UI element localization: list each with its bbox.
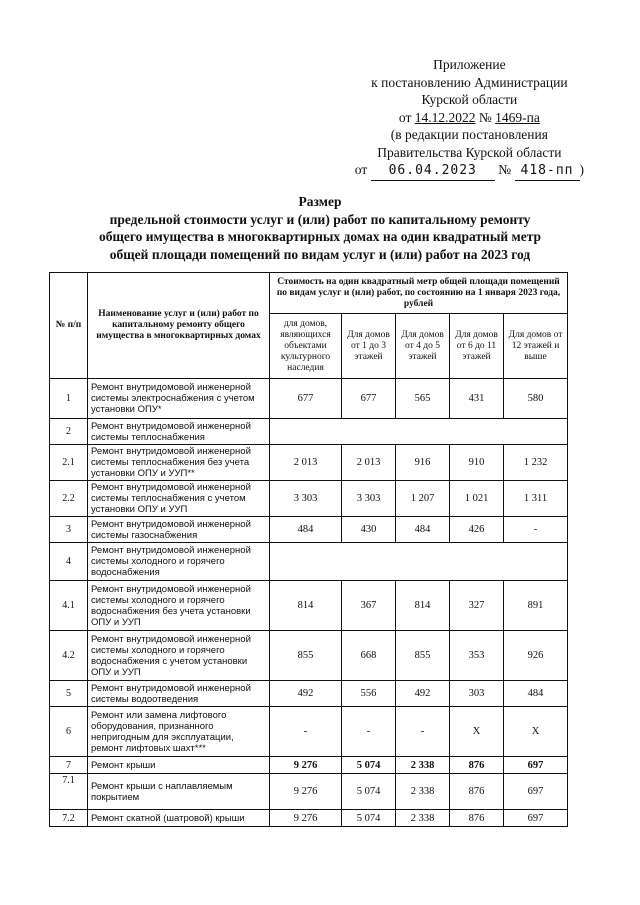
government-name: Правительства Курской области [377,144,562,160]
cost-value: 814 [396,581,450,631]
cost-value: 677 [270,379,342,419]
row-number: 4.1 [50,581,88,631]
cost-value: 2 338 [396,774,450,810]
original-decree-number: 1469-па [495,109,540,125]
cost-value: 2 338 [396,757,450,774]
empty-values-cell [270,419,568,445]
cost-value: 431 [450,379,504,419]
cost-value: 876 [450,810,504,827]
cost-value: 492 [270,681,342,707]
amendment-date-line: от 06.04.2023 № 418-пп ) [355,161,584,181]
original-decree-date-line: от 14.12.2022 № 1469-па [398,109,540,125]
row-number: 2.2 [50,481,88,517]
cost-value: X [504,707,568,757]
cost-value: 9 276 [270,757,342,774]
amendment-date: 06.04.2023 [371,162,495,181]
row-number: 3 [50,517,88,543]
cost-value: 484 [270,517,342,543]
title-line-3: общего имущества в многоквартирных домах на один квадратный метр [98,229,542,244]
cost-value: 556 [342,681,396,707]
service-name: Ремонт внутридомовой инженерной системы холодного и горячего водоснабжения без учета установки ОПУ и УУП [88,581,270,631]
table-row [50,757,568,774]
table-row [50,810,568,827]
table-row [50,543,568,581]
cost-value: 677 [342,379,396,419]
cost-value: 353 [450,631,504,681]
row-number: 4.2 [50,631,88,681]
cost-value: 9 276 [270,774,342,810]
cost-value: 855 [396,631,450,681]
service-name: Ремонт внутридомовой инженерной системы газоснабжения [88,517,270,543]
table-row [50,517,568,543]
row-number: 2 [50,419,88,445]
empty-values-cell [270,543,568,581]
cost-value: 484 [396,517,450,543]
cost-table [49,272,568,827]
cost-value: 565 [396,379,450,419]
cost-value: 876 [450,757,504,774]
document-title [60,193,580,263]
table-row [50,379,568,419]
table-row [50,481,568,517]
cost-value: 484 [504,681,568,707]
row-number: 7 [50,757,88,774]
header-heritage: для домов, являющихся объектами культурного наследия [270,314,342,379]
cost-value: 926 [504,631,568,681]
cost-value: 910 [450,445,504,481]
table-row [50,419,568,445]
header-floors-1-3: Для домов от 1 до 3 этажей [342,314,396,379]
cost-value: 9 276 [270,810,342,827]
cost-value: 1 207 [396,481,450,517]
service-name: Ремонт крыши с наплавляемым покрытием [88,774,270,810]
service-name: Ремонт скатной (шатровой) крыши [88,810,270,827]
cost-value: 303 [450,681,504,707]
row-number: 2.1 [50,445,88,481]
cost-value: - [504,517,568,543]
cost-value: 3 303 [270,481,342,517]
cost-value: 367 [342,581,396,631]
table-body [50,379,568,827]
cost-value: - [396,707,450,757]
cost-value: 327 [450,581,504,631]
header-service-name: Наименование услуг и (или) работ по капитальному ремонту общего имущества в многоквартирных домах [88,273,270,379]
service-name: Ремонт внутридомовой инженерной системы холодного и горячего водоснабжения с учетом установки ОПУ и УУП [88,631,270,681]
row-number: 6 [50,707,88,757]
cost-value: 430 [342,517,396,543]
row-number: 4 [50,543,88,581]
cost-value: 668 [342,631,396,681]
region-name: Курской области [421,92,518,107]
service-name: Ремонт внутридомовой инженерной системы водоотведения [88,681,270,707]
table-row [50,774,568,810]
cost-value: 697 [504,757,568,774]
cost-value: 1 232 [504,445,568,481]
amendment-note: (в редакции постановления [390,127,548,142]
row-number: 7.1 [50,774,88,810]
cost-value: 855 [270,631,342,681]
service-name: Ремонт внутридомовой инженерной системы теплоснабжения с учетом установки ОПУ и УУП [88,481,270,517]
cost-value: - [342,707,396,757]
table-row [50,631,568,681]
service-name: Ремонт крыши [88,757,270,774]
amendment-number: 418-пп [515,162,580,181]
service-name: Ремонт или замена лифтового оборудования, признанного непригодным для эксплуатации, ремонт лифтовых шахт*** [88,707,270,757]
cost-value: 814 [270,581,342,631]
header-floors-6-11: Для домов от 6 до 11 этажей [450,314,504,379]
original-decree-date: 14.12.2022 [414,109,476,125]
title-heading: Размер [298,194,342,209]
cost-value: 426 [450,517,504,543]
cost-value: 876 [450,774,504,810]
row-number: 7.2 [50,810,88,827]
cost-value: 891 [504,581,568,631]
table-row [50,581,568,631]
header-number: № п/п [50,273,88,379]
appendix-label: Приложение [433,57,506,72]
service-name: Ремонт внутридомовой инженерной системы теплоснабжения без учета установки ОПУ и УУП** [88,445,270,481]
title-line-2: предельной стоимости услуг и (или) работ по капитальному ремонту [109,211,531,227]
decree-reference: к постановлению Администрации [371,74,568,90]
cost-value: 5 074 [342,810,396,827]
appendix-header [355,56,584,181]
cost-value: 5 074 [342,774,396,810]
cost-value: - [270,707,342,757]
cost-value: 1 311 [504,481,568,517]
header-floors-12-plus: Для домов от 12 этажей и выше [504,314,568,379]
cost-value: 916 [396,445,450,481]
cost-value: 1 021 [450,481,504,517]
service-name: Ремонт внутридомовой инженерной системы теплоснабжения [88,419,270,445]
service-name: Ремонт внутридомовой инженерной системы электроснабжения с учетом установки ОПУ* [88,379,270,419]
cost-value: 697 [504,774,568,810]
table-row [50,681,568,707]
cost-value: 492 [396,681,450,707]
cost-value: X [450,707,504,757]
header-cost-group: Стоимость на один квадратный метр общей площади помещений по видам услуг и (или) работ, по состоянию на 1 января 2023 года, рублей [270,273,568,314]
table-row [50,445,568,481]
cost-value: 697 [504,810,568,827]
header-floors-4-5: Для домов от 4 до 5 этажей [396,314,450,379]
row-number: 5 [50,681,88,707]
cost-value: 5 074 [342,757,396,774]
cost-value: 2 013 [342,445,396,481]
cost-value: 3 303 [342,481,396,517]
row-number: 1 [50,379,88,419]
table-row [50,707,568,757]
cost-value: 2 338 [396,810,450,827]
cost-value: 2 013 [270,445,342,481]
title-line-4: общей площади помещений по видам услуг и (или) работ на 2023 год [109,246,531,262]
cost-value: 580 [504,379,568,419]
service-name: Ремонт внутридомовой инженерной системы холодного и горячего водоснабжения [88,543,270,581]
